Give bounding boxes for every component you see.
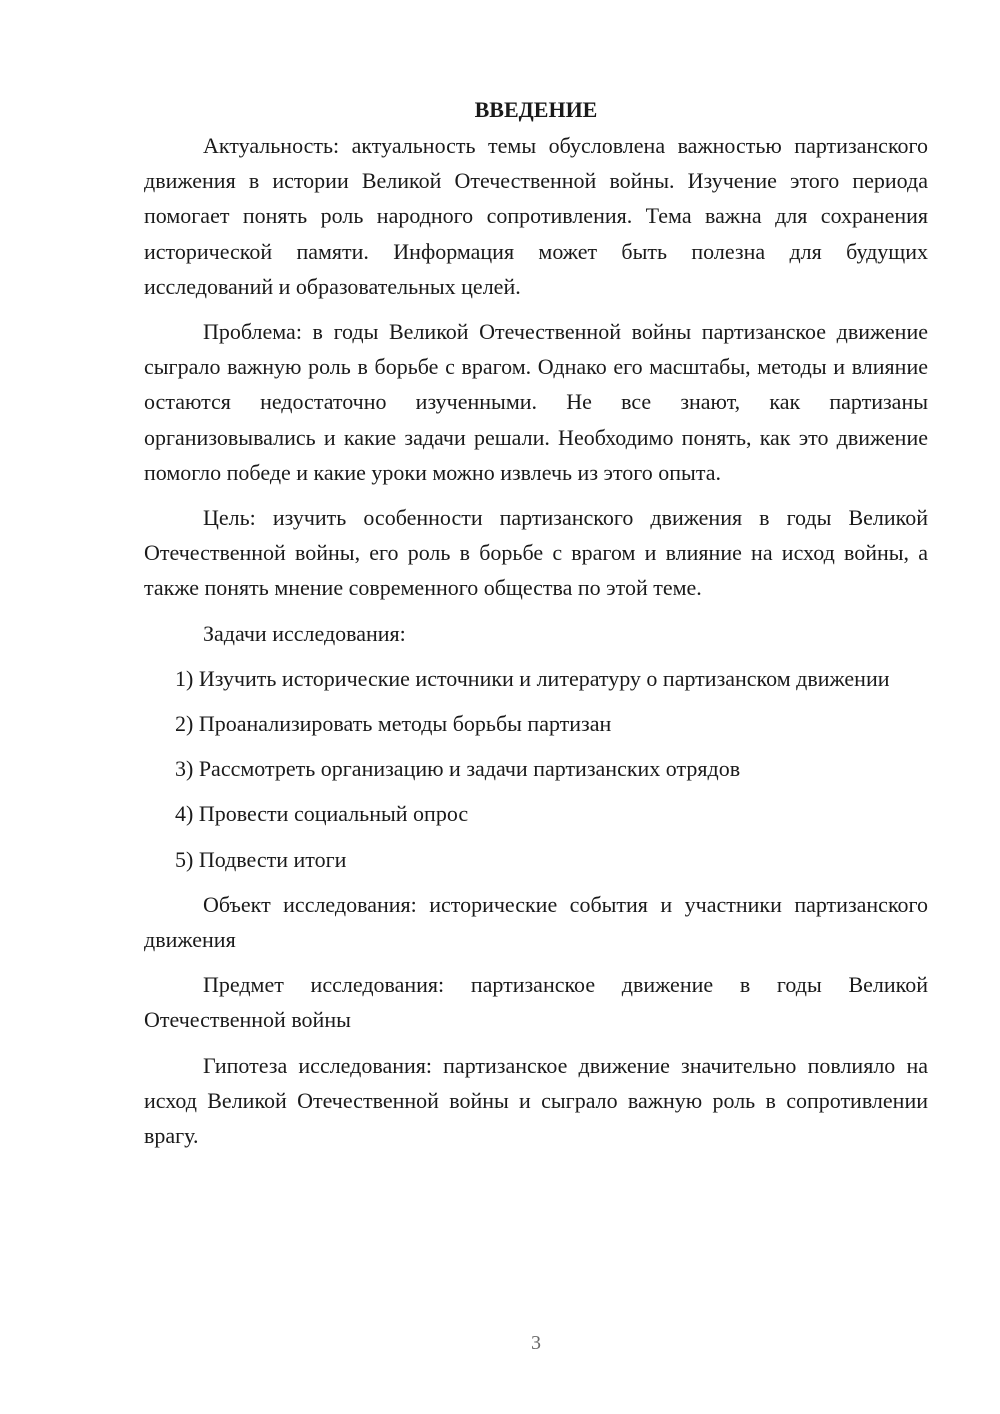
task-item-3: 3) Рассмотреть организацию и задачи партизанских отрядов bbox=[175, 756, 741, 782]
page-number: 3 bbox=[531, 1332, 541, 1354]
subject-paragraph: Предмет исследования: партизанское движение в годы Великой Отечественной войны bbox=[144, 972, 928, 1033]
task-item-2: 2) Проанализировать методы борьбы партизан bbox=[175, 711, 612, 737]
object-paragraph: Объект исследования: исторические события и участники партизанского движения bbox=[144, 891, 928, 953]
problem-paragraph: Проблема: в годы Великой Отечественной войны партизанское движение сыграло важную роль в борьбе с врагом. Однако его масштабы, методы и влияние остаются недостаточно изученными. Не все знают, как партизаны организовывались и какие задачи решали. Необходимо понять, как это движение помогло победе и какие уроки можно извлечь из этого опыта. bbox=[144, 319, 928, 485]
relevance-paragraph: Актуальность: актуальность темы обусловлена важностью партизанского движения в истории Великой Отечественной войны. Изучение этого периода помогает понять роль народного сопротивления. Тема важна для сохранения исторической памяти. Информация может быть полезна для будущих исследований и образовательных целей. bbox=[144, 133, 928, 299]
task-item-1: 1) Изучить исторические источники и литературу о партизанском движении bbox=[175, 665, 890, 691]
goal-paragraph: Цель: изучить особенности партизанского движения в годы Великой Отечественной войны, его роль в борьбе с врагом и влияние на исход войны, а также понять мнение современного общества по этой теме. bbox=[144, 505, 928, 601]
document-page bbox=[144, 92, 928, 1153]
task-item-4: 4) Провести социальный опрос bbox=[175, 801, 469, 827]
page-title: ВВЕДЕНИЕ bbox=[474, 97, 598, 122]
tasks-heading: Задачи исследования: bbox=[203, 620, 406, 646]
hypothesis-paragraph: Гипотеза исследования: партизанское движение значительно повлияло на исход Великой Отечественной войны и сыграло важную роль в сопротивлении врагу. bbox=[144, 1052, 928, 1149]
task-item-5: 5) Подвести итоги bbox=[175, 846, 347, 872]
